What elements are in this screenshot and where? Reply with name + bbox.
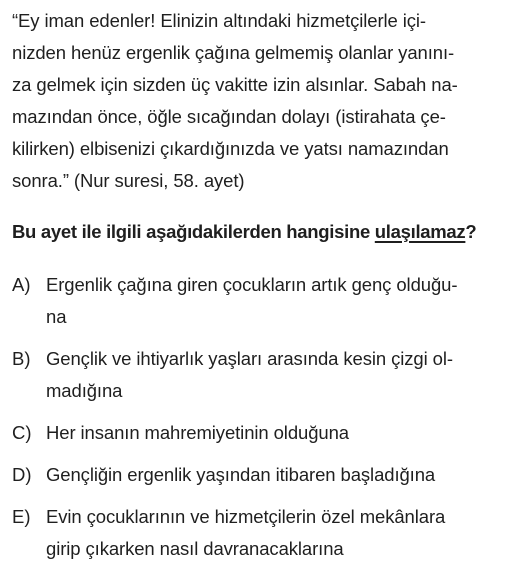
question-underlined-word: ulaşılamaz	[374, 221, 466, 242]
option-text-line: Her insanın mahremiyetinin olduğuna	[46, 422, 349, 443]
passage-line: kilirken) elbisenizi çıkardığınızda ve yatsı namazından	[12, 138, 449, 159]
option-d[interactable]	[12, 459, 496, 491]
option-text-line: Gençlik ve ihtiyarlık yaşları arasında kesin çizgi ol-	[46, 348, 453, 369]
passage-line: “Ey iman edenler! Elinizin altındaki hizmetçilerle içi-	[12, 10, 426, 31]
passage-line: za gelmek için sizden üç vakitte izin alsınlar. Sabah na-	[12, 74, 458, 95]
option-e[interactable]	[12, 501, 496, 565]
option-text-line: Ergenlik çağına giren çocukların artık genç olduğu-	[46, 274, 458, 295]
passage-line: sonra.” (Nur suresi, 58. ayet)	[12, 170, 245, 191]
option-text	[46, 343, 496, 407]
option-a[interactable]	[12, 269, 496, 333]
option-letter: C)	[12, 422, 32, 443]
option-text-line: na	[46, 306, 67, 327]
answer-options	[12, 269, 496, 565]
option-text-line: Evin çocuklarının ve hizmetçilerin özel mekânlara	[46, 506, 446, 527]
question-suffix: ?	[465, 221, 477, 242]
passage-line: nizden henüz ergenlik çağına gelmemiş olanlar yanını-	[12, 42, 455, 63]
option-text	[46, 501, 496, 565]
option-text-line: Gençliğin ergenlik yaşından itibaren başladığına	[46, 464, 436, 485]
option-text	[46, 459, 496, 491]
option-text	[46, 269, 496, 333]
question-page	[12, 0, 496, 575]
question-stem	[12, 217, 496, 247]
option-text-line: girip çıkarken nasıl davranacaklarına	[46, 538, 344, 559]
option-letter: A)	[12, 274, 31, 295]
option-text-line: madığına	[46, 380, 123, 401]
passage-line: mazından önce, öğle sıcağından dolayı (istirahata çe-	[12, 106, 446, 127]
verse-passage	[12, 0, 496, 197]
option-b[interactable]	[12, 343, 496, 407]
option-letter: D)	[12, 464, 32, 485]
question-prefix: Bu ayet ile ilgili aşağıdakilerden hangisine	[12, 221, 375, 242]
option-letter: B)	[12, 348, 31, 369]
option-letter: E)	[12, 506, 31, 527]
option-text	[46, 417, 496, 449]
option-c[interactable]	[12, 417, 496, 449]
